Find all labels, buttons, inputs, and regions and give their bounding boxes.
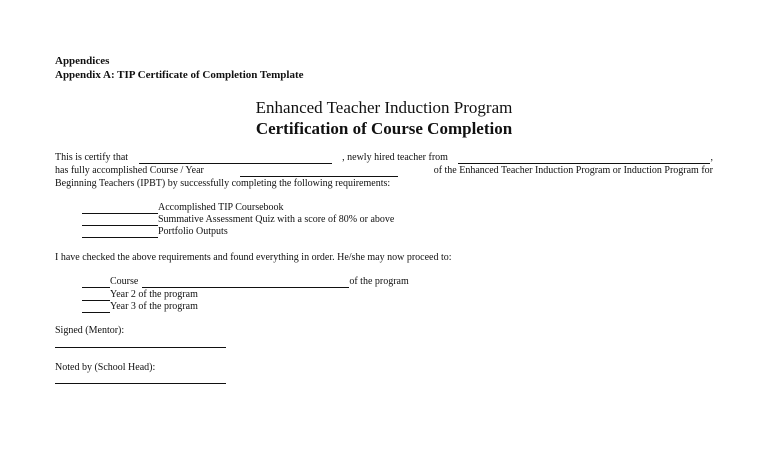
certify-text-b: , newly hired teacher from	[342, 152, 448, 163]
appendix-a-heading: Appendix A: TIP Certificate of Completion Template	[55, 69, 304, 81]
year2-label: Year 2 of the program	[110, 289, 198, 300]
course-label: Course	[110, 276, 139, 287]
certify-line-1	[55, 152, 713, 164]
course-check-blank[interactable]	[82, 277, 110, 288]
requirement-row-1	[82, 202, 284, 214]
appendices-heading: Appendices	[55, 55, 110, 67]
program-title: Enhanced Teacher Induction Program	[255, 98, 513, 117]
proceed-year3-row	[82, 301, 198, 313]
year3-label: Year 3 of the program	[110, 301, 198, 312]
requirement-label: Portfolio Outputs	[158, 226, 228, 237]
certify-line-2	[55, 165, 713, 177]
course-name-blank[interactable]	[142, 277, 349, 288]
requirement-check-blank[interactable]	[82, 215, 158, 226]
mentor-signature-line[interactable]	[55, 347, 226, 348]
certify-text-e: of the Enhanced Teacher Induction Program or Induction Program for	[433, 165, 713, 176]
school-blank-group	[458, 152, 713, 164]
course-year-blank[interactable]	[240, 166, 398, 177]
proceed-year2-row	[82, 289, 198, 301]
school-name-blank[interactable]	[458, 153, 710, 164]
requirement-row-3	[82, 226, 228, 238]
certify-line-3: Beginning Teachers (IPBT) by successfully completing the following requirements:	[55, 178, 391, 189]
course-suffix: of the program	[349, 276, 409, 287]
year3-check-blank[interactable]	[82, 302, 110, 313]
requirement-check-blank[interactable]	[82, 203, 158, 214]
certify-text-c: ,	[710, 152, 713, 163]
certificate-title: Certification of Course Completion	[255, 119, 513, 138]
requirement-check-blank[interactable]	[82, 227, 158, 238]
certify-text-d: has fully accomplished Course / Year	[55, 165, 204, 176]
requirement-label: Accomplished TIP Coursebook	[158, 202, 284, 213]
requirement-row-2	[82, 214, 394, 226]
school-head-signature-line[interactable]	[55, 383, 226, 384]
teacher-name-blank[interactable]	[139, 153, 332, 164]
proceed-course-row	[82, 276, 409, 288]
requirement-label: Summative Assessment Quiz with a score of 80% or above	[158, 214, 395, 225]
year2-check-blank[interactable]	[82, 290, 110, 301]
mentor-signature-label: Signed (Mentor):	[55, 325, 125, 336]
school-head-signature-label: Noted by (School Head):	[55, 362, 156, 373]
check-statement: I have checked the above requirements and found everything in order. He/she may now proceed to:	[55, 252, 452, 263]
certify-text-a: This is certify that	[55, 152, 129, 163]
